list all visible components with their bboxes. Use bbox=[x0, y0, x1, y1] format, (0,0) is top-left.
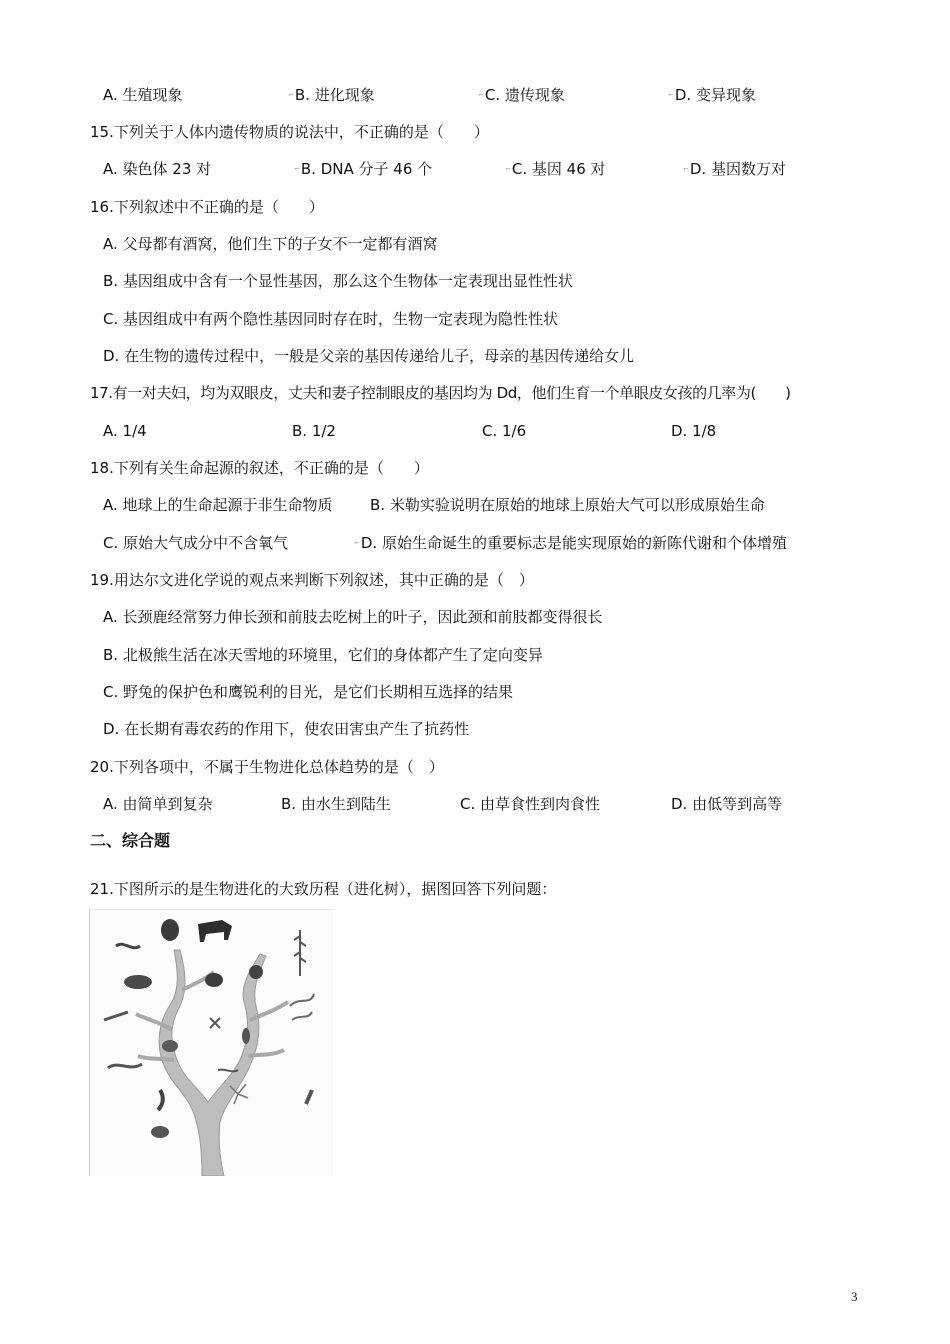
q14-option-b bbox=[288, 85, 375, 105]
q17-option-b: B. 1/2 bbox=[292, 422, 336, 440]
q15-option-d-label: D. 基因数万对 bbox=[689, 160, 786, 178]
q16-option-a: A. 父母都有酒窝，他们生下的子女不一定都有酒窝 bbox=[103, 235, 438, 253]
q14-option-c bbox=[478, 85, 565, 105]
q19-option-c: C. 野兔的保护色和鹰锐利的目光，是它们长期相互选择的结果 bbox=[103, 683, 514, 701]
q15-option-a: A. 染色体 23 对 bbox=[103, 160, 212, 178]
starfish-icon bbox=[210, 1018, 220, 1028]
q17-option-d: D. 1/8 bbox=[671, 422, 717, 440]
q17-stem: 17.有一对夫妇，均为双眼皮，丈夫和妻子控制眼皮的基因均为 Dd，他们生育一个单眼皮女孩的几率为( ) bbox=[90, 384, 791, 402]
option-marker: ⌐ bbox=[288, 91, 294, 99]
fern-icon bbox=[290, 994, 314, 1020]
section-title: 二、综合题 bbox=[90, 831, 171, 850]
q18-option-a: A. 地球上的生命起源于非生命物质 bbox=[103, 496, 333, 514]
q14-option-d bbox=[668, 85, 756, 105]
q19-option-b: B. 北极熊生活在冰天雪地的环境里，它们的身体都产生了定向变异 bbox=[103, 646, 543, 664]
frog-icon bbox=[205, 973, 223, 987]
insect-icon bbox=[104, 1012, 128, 1020]
q15-stem: 15.下列关于人体内遗传物质的说法中，不正确的是（ ） bbox=[90, 123, 489, 141]
q16-stem: 16.下列叙述中不正确的是（ ） bbox=[90, 198, 324, 216]
q19-option-d: D. 在长期有毒农药的作用下，使农田害虫产生了抗药性 bbox=[103, 720, 470, 738]
eel-icon bbox=[108, 1064, 142, 1068]
q17-option-c: C. 1/6 bbox=[482, 422, 527, 440]
q18-stem: 18.下列有关生命起源的叙述，不正确的是（ ） bbox=[90, 459, 429, 477]
q20-option-b: B. 由水生到陆生 bbox=[281, 795, 391, 813]
evolution-tree-illustration bbox=[90, 910, 333, 1176]
q18-option-b: B. 米勒实验说明在原始的地球上原始大气可以形成原始生命 bbox=[370, 496, 765, 514]
plant-icon bbox=[294, 930, 306, 976]
q15-option-c bbox=[505, 159, 606, 179]
mollusk-icon bbox=[158, 1090, 163, 1110]
q18-option-d bbox=[354, 533, 787, 553]
option-marker: ⌐ bbox=[505, 165, 511, 173]
q14-option-c-label: C. 遗传现象 bbox=[484, 86, 565, 104]
evolution-tree-figure bbox=[89, 909, 333, 1176]
bird-icon bbox=[161, 919, 179, 941]
q14-option-a: A. 生殖现象 bbox=[103, 86, 183, 104]
q15-option-b bbox=[294, 159, 432, 179]
q15-option-d bbox=[683, 159, 786, 179]
q19-option-a: A. 长颈鹿经常努力伸长颈和前肢去吃树上的叶子，因此颈和前肢都变得很长 bbox=[103, 608, 603, 626]
q16-option-c: C. 基因组成中有两个隐性基因同时存在时，生物一定表现为隐性性状 bbox=[103, 310, 559, 328]
option-marker: ⌐ bbox=[294, 165, 300, 173]
option-marker: ⌐ bbox=[354, 539, 360, 547]
q20-option-d: D. 由低等到高等 bbox=[671, 795, 783, 813]
shell-icon bbox=[162, 1040, 178, 1052]
q14-option-d-label: D. 变异现象 bbox=[674, 86, 756, 104]
page-number: 3 bbox=[851, 1289, 858, 1304]
mammal-icon bbox=[198, 920, 232, 942]
protist-icon bbox=[151, 1126, 169, 1138]
q16-option-d: D. 在生物的遗传过程中，一般是父亲的基因传递给儿子，母亲的基因传递给女儿 bbox=[103, 347, 635, 365]
q17-option-a: A. 1/4 bbox=[103, 422, 147, 440]
q21-stem: 21.下图所示的是生物进化的大致历程（进化树），据图回答下列问题： bbox=[90, 880, 557, 898]
q20-stem: 20.下列各项中，不属于生物进化总体趋势的是（ ） bbox=[90, 758, 444, 776]
q20-option-c: C. 由草食性到肉食性 bbox=[460, 795, 601, 813]
option-marker: ⌐ bbox=[668, 91, 674, 99]
q14-option-b-label: B. 进化现象 bbox=[294, 86, 375, 104]
q19-stem: 19.用达尔文进化学说的观点来判断下列叙述，其中正确的是（ ） bbox=[90, 571, 534, 589]
worm-icon bbox=[242, 1028, 250, 1044]
q16-option-b: B. 基因组成中含有一个显性基因，那么这个生物体一定表现出显性性状 bbox=[103, 272, 573, 290]
annelid-icon bbox=[306, 1090, 312, 1104]
option-marker: ⌐ bbox=[478, 91, 484, 99]
q18-option-d-label: D. 原始生命诞生的重要标志是能实现原始的新陈代谢和个体增殖 bbox=[360, 534, 787, 552]
snake-icon bbox=[116, 944, 140, 947]
fish-icon bbox=[124, 975, 152, 989]
q15-option-c-label: C. 基因 46 对 bbox=[511, 160, 606, 178]
q20-option-a: A. 由简单到复杂 bbox=[103, 795, 213, 813]
option-marker: ⌐ bbox=[683, 165, 689, 173]
sea-urchin-icon bbox=[249, 965, 263, 979]
q15-option-b-label: B. DNA 分子 46 个 bbox=[300, 160, 433, 178]
q18-option-c: C. 原始大气成分中不含氧气 bbox=[103, 534, 289, 552]
